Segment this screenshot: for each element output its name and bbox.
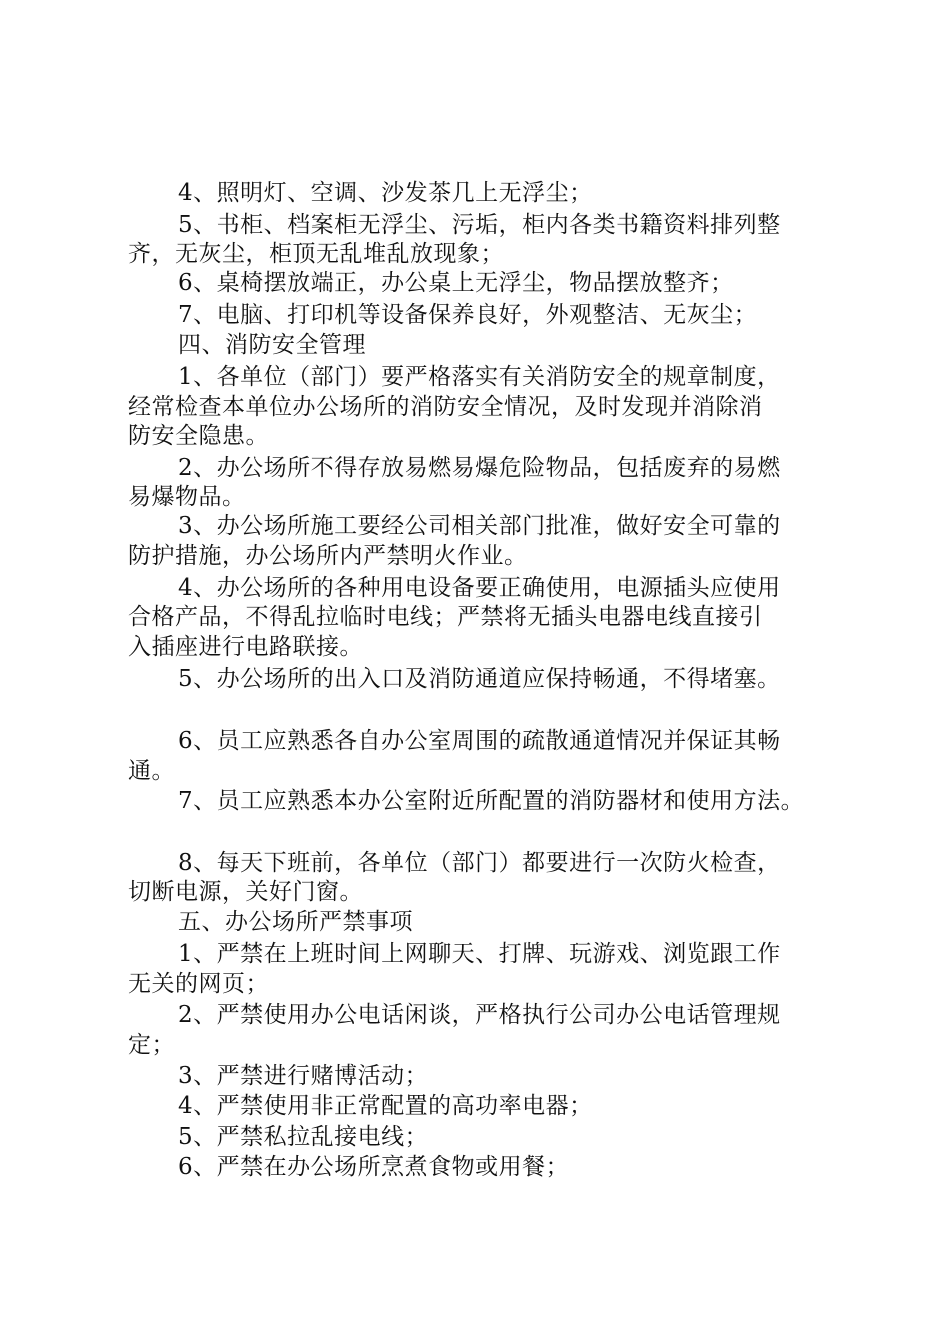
text-line: 5、严禁私拉乱接电线；: [178, 1124, 429, 1150]
text-line: 6、严禁在办公场所烹煮食物或用餐；: [178, 1154, 570, 1180]
text-line: 3、严禁进行赌博活动；: [178, 1063, 429, 1089]
text-line: 经常检查本单位办公场所的消防安全情况，及时发现并消除消: [128, 394, 763, 420]
text-line: 7、员工应熟悉本办公室附近所配置的消防器材和使用方法。: [178, 788, 805, 814]
text-line: 3、办公场所施工要经公司相关部门批准，做好安全可靠的: [178, 513, 781, 539]
text-line: 6、桌椅摆放端正，办公桌上无浮尘，物品摆放整齐；: [178, 270, 734, 296]
text-line: 5、书柜、档案柜无浮尘、污垢，柜内各类书籍资料排列整: [178, 212, 781, 238]
section-heading: 四、消防安全管理: [178, 332, 366, 358]
text-line: 无关的网页；: [128, 971, 269, 997]
text-line: 齐，无灰尘，柜顶无乱堆乱放现象；: [128, 241, 504, 267]
text-line: 4、严禁使用非正常配置的高功率电器；: [178, 1093, 593, 1119]
text-line: 4、照明灯、空调、沙发茶几上无浮尘；: [178, 180, 593, 206]
text-line: 7、电脑、打印机等设备保养良好，外观整洁、无灰尘；: [178, 302, 758, 328]
text-line: 8、每天下班前，各单位（部门）都要进行一次防火检查，: [178, 850, 781, 876]
text-line: 5、办公场所的出入口及消防通道应保持畅通，不得堵塞。: [178, 666, 781, 692]
text-line: 1、各单位（部门）要严格落实有关消防安全的规章制度，: [178, 364, 781, 390]
text-line: 2、严禁使用办公电话闲谈，严格执行公司办公电话管理规: [178, 1002, 781, 1028]
text-line: 防安全隐患。: [128, 423, 269, 449]
text-line: 定；: [128, 1032, 175, 1058]
text-line: 1、严禁在上班时间上网聊天、打牌、玩游戏、浏览跟工作: [178, 941, 781, 967]
text-line: 4、办公场所的各种用电设备要正确使用，电源插头应使用: [178, 575, 781, 601]
text-line: 合格产品，不得乱拉临时电线；严禁将无插头电器电线直接引: [128, 604, 763, 630]
text-line: 通。: [128, 758, 175, 784]
text-line: 防护措施，办公场所内严禁明火作业。: [128, 543, 528, 569]
text-line: 入插座进行电路联接。: [128, 634, 363, 660]
text-line: 易爆物品。: [128, 484, 246, 510]
text-line: 6、员工应熟悉各自办公室周围的疏散通道情况并保证其畅: [178, 728, 781, 754]
section-heading: 五、办公场所严禁事项: [178, 909, 413, 935]
text-line: 切断电源，关好门窗。: [128, 879, 363, 905]
text-line: 2、办公场所不得存放易燃易爆危险物品，包括废弃的易燃: [178, 455, 781, 481]
